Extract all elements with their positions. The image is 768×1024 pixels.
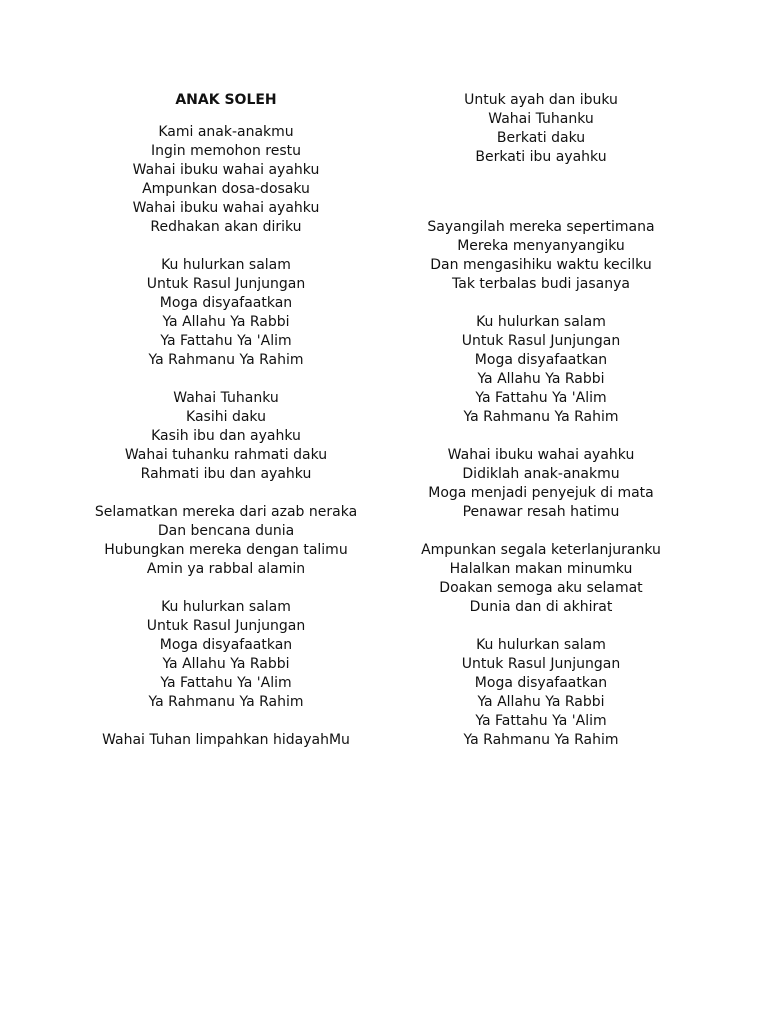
lyric-line: Ya Allahu Ya Rabbi (162, 656, 290, 672)
lyric-line: Ya Fattahu Ya 'Alim (475, 390, 607, 406)
lyric-line: Ampunkan segala keterlanjuranku (421, 542, 661, 558)
left-column (71, 90, 381, 769)
lyric-line: Berkati ibu ayahku (475, 149, 607, 165)
lyric-line: Wahai ibuku wahai ayahku (132, 162, 320, 178)
stanza (71, 256, 381, 370)
lyric-line: Wahai Tuhanku (488, 111, 594, 127)
stanza (386, 541, 696, 617)
stanza (386, 218, 696, 294)
lyric-line: Ku hulurkan salam (476, 314, 606, 330)
lyric-line: Ya Rahmanu Ya Rahim (148, 694, 304, 710)
lyric-line: Didiklah anak-anakmu (462, 466, 620, 482)
lyric-line: Hubungkan mereka dengan talimu (104, 542, 348, 558)
lyric-line: Wahai tuhanku rahmati daku (124, 447, 328, 463)
lyric-line: Ya Allahu Ya Rabbi (162, 314, 290, 330)
lyric-line: Untuk ayah dan ibuku (464, 92, 618, 108)
lyric-line: Wahai ibuku wahai ayahku (447, 447, 635, 463)
lyric-line: Untuk Rasul Junjungan (146, 618, 306, 634)
lyric-line: Wahai ibuku wahai ayahku (132, 200, 320, 216)
lyric-line: Mereka menyanyangiku (457, 238, 625, 254)
lyric-line: Penawar resah hatimu (462, 504, 620, 520)
lyric-line: Wahai Tuhan limpahkan hidayahMu (102, 732, 350, 748)
lyric-line: Amin ya rabbal alamin (146, 561, 306, 577)
lyric-line: Ya Allahu Ya Rabbi (477, 694, 605, 710)
lyric-line: Ya Fattahu Ya 'Alim (160, 675, 292, 691)
lyric-line: Ya Fattahu Ya 'Alim (160, 333, 292, 349)
lyric-line: Selamatkan mereka dari azab neraka (94, 504, 358, 520)
lyric-line: Moga disyafaatkan (159, 295, 293, 311)
stanza (71, 598, 381, 712)
lyric-line: Ampunkan dosa-dosaku (142, 181, 310, 197)
song-title: ANAK SOLEH (175, 92, 277, 108)
stanza (71, 503, 381, 579)
lyric-line: Ingin memohon restu (150, 143, 302, 159)
lyric-line: Untuk Rasul Junjungan (146, 276, 306, 292)
lyric-line: Ku hulurkan salam (476, 637, 606, 653)
stanza (71, 123, 381, 237)
lyric-line: Ku hulurkan salam (161, 599, 291, 615)
lyric-line: Redhakan akan diriku (150, 219, 302, 235)
stanza (71, 389, 381, 484)
stanza (71, 731, 381, 750)
lyric-line: Ya Rahmanu Ya Rahim (148, 352, 304, 368)
lyric-line: Sayangilah mereka sepertimana (427, 219, 655, 235)
lyric-line: Berkati daku (496, 130, 586, 146)
lyric-line: Kasih ibu dan ayahku (151, 428, 301, 444)
lyric-line: Rahmati ibu dan ayahku (140, 466, 312, 482)
lyric-line: Dunia dan di akhirat (469, 599, 613, 615)
lyric-line: Ya Rahmanu Ya Rahim (463, 732, 619, 748)
lyric-line: Moga disyafaatkan (474, 352, 608, 368)
lyric-line: Untuk Rasul Junjungan (461, 333, 621, 349)
lyric-line: Wahai Tuhanku (173, 390, 279, 406)
lyric-line: Moga disyafaatkan (474, 675, 608, 691)
lyric-line: Moga menjadi penyejuk di mata (428, 485, 654, 501)
lyric-line: Halalkan makan minumku (449, 561, 633, 577)
lyric-line: Ya Rahmanu Ya Rahim (463, 409, 619, 425)
lyric-line: Moga disyafaatkan (159, 637, 293, 653)
lyric-line: Tak terbalas budi jasanya (452, 276, 630, 292)
lyric-line: Ya Allahu Ya Rabbi (477, 371, 605, 387)
stanza (386, 446, 696, 522)
left-stanzas (71, 123, 381, 750)
right-stanzas (386, 90, 696, 750)
lyric-line: Ya Fattahu Ya 'Alim (475, 713, 607, 729)
stanza (386, 313, 696, 427)
lyric-line: Dan mengasihiku waktu kecilku (430, 257, 652, 273)
lyric-line: Ku hulurkan salam (161, 257, 291, 273)
lyric-line: Kasihi daku (186, 409, 266, 425)
lyric-line: Doakan semoga aku selamat (439, 580, 643, 596)
lyric-line: Untuk Rasul Junjungan (461, 656, 621, 672)
stanza (386, 90, 696, 167)
lyric-line: Dan bencana dunia (157, 523, 295, 539)
right-column (386, 90, 696, 769)
lyric-line: Kami anak-anakmu (158, 124, 294, 140)
stanza (386, 636, 696, 750)
